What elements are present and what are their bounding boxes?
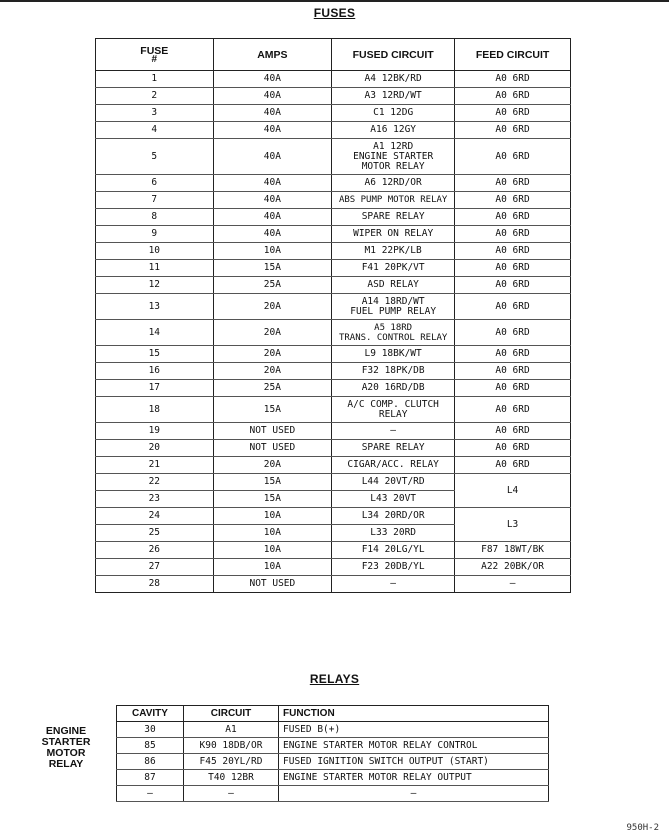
circuit-header: CIRCUIT [184, 706, 279, 722]
fuse-row [96, 294, 571, 320]
fuse-feed: A0 6RD [455, 88, 571, 105]
fuse-number: 10 [96, 243, 214, 260]
fuse-row [96, 277, 571, 294]
fuse-amps: 25A [213, 277, 332, 294]
fuse-feed: — [455, 576, 571, 593]
relay-function: — [279, 786, 549, 802]
page-reference: 950H-2 [626, 823, 659, 833]
relay-function: ENGINE STARTER MOTOR RELAY CONTROL [279, 738, 549, 754]
fuse-row [96, 559, 571, 576]
fuse-circuit-text: A5 18RD TRANS. CONTROL RELAY [338, 322, 448, 343]
fuse-feed: A0 6RD [455, 209, 571, 226]
fuse-row [96, 209, 571, 226]
fuse-number: 28 [96, 576, 214, 593]
relay-cavity: 87 [117, 770, 184, 786]
fuse-feed: A0 6RD [455, 105, 571, 122]
fuse-header-label: FUSE [140, 44, 169, 57]
fuse-circuit: A6 12RD/OR [332, 175, 455, 192]
relay-cavity: — [117, 786, 184, 802]
fuse-circuit [332, 397, 455, 423]
fuse-number: 25 [96, 525, 214, 542]
fuse-feed: A0 6RD [455, 192, 571, 209]
fuse-row [96, 260, 571, 277]
fuse-number: 17 [96, 380, 214, 397]
fuse-circuit: A20 16RD/DB [332, 380, 455, 397]
fuse-amps: 15A [213, 260, 332, 277]
fuse-row [96, 105, 571, 122]
relay-circuit: — [184, 786, 279, 802]
fuse-feed: A0 6RD [455, 380, 571, 397]
fuse-row [96, 363, 571, 380]
fuse-row [96, 346, 571, 363]
fuse-amps: 10A [213, 508, 332, 525]
fuse-amps: 40A [213, 88, 332, 105]
fuse-feed: A0 6RD [455, 139, 571, 175]
fuse-feed: A0 6RD [455, 71, 571, 88]
fuse-number: 4 [96, 122, 214, 139]
fuse-row [96, 380, 571, 397]
fuse-circuit: WIPER ON RELAY [332, 226, 455, 243]
fuse-feed: L3 [455, 508, 571, 542]
fuse-feed: A0 6RD [455, 175, 571, 192]
fuse-number: 7 [96, 192, 214, 209]
fuse-number: 5 [96, 139, 214, 175]
fuse-amps: 10A [213, 525, 332, 542]
relay-function: ENGINE STARTER MOTOR RELAY OUTPUT [279, 770, 549, 786]
fuse-amps: 15A [213, 474, 332, 491]
fuse-amps: 25A [213, 380, 332, 397]
fuse-amps: 40A [213, 139, 332, 175]
feed-circuit-header: FEED CIRCUIT [455, 39, 571, 71]
relay-row [117, 754, 549, 770]
fuse-amps: 15A [213, 397, 332, 423]
fuse-amps: 40A [213, 122, 332, 139]
fuse-feed: A0 6RD [455, 346, 571, 363]
fuse-circuit: M1 22PK/LB [332, 243, 455, 260]
fuse-amps: 20A [213, 363, 332, 380]
fuse-feed: A0 6RD [455, 423, 571, 440]
fuse-feed: A0 6RD [455, 243, 571, 260]
fuse-row [96, 474, 571, 491]
relay-cavity: 86 [117, 754, 184, 770]
fuse-circuit: ABS PUMP MOTOR RELAY [332, 192, 455, 209]
fuse-number: 9 [96, 226, 214, 243]
fuse-circuit: ASD RELAY [332, 277, 455, 294]
fuse-row [96, 226, 571, 243]
fuse-circuit [332, 320, 455, 346]
fuse-number: 2 [96, 88, 214, 105]
fuse-feed: A0 6RD [455, 226, 571, 243]
fuse-row [96, 71, 571, 88]
function-header: FUNCTION [279, 706, 549, 722]
relay-row [117, 786, 549, 802]
fuse-circuit: A4 12BK/RD [332, 71, 455, 88]
fuse-circuit: L43 20VT [332, 491, 455, 508]
fuse-feed: A0 6RD [455, 260, 571, 277]
fuse-number: 18 [96, 397, 214, 423]
fuse-number: 22 [96, 474, 214, 491]
fuse-number: 1 [96, 71, 214, 88]
fuse-number: 14 [96, 320, 214, 346]
fuse-amps: 40A [213, 71, 332, 88]
amps-header: AMPS [213, 39, 332, 71]
fuse-feed: A22 20BK/OR [455, 559, 571, 576]
fuse-number: 15 [96, 346, 214, 363]
fuse-feed: F87 18WT/BK [455, 542, 571, 559]
fuse-number: 6 [96, 175, 214, 192]
fuse-feed: A0 6RD [455, 457, 571, 474]
fuse-circuit: CIGAR/ACC. RELAY [332, 457, 455, 474]
fuse-amps: 15A [213, 491, 332, 508]
fuse-amps: NOT USED [213, 423, 332, 440]
fuse-row [96, 139, 571, 175]
fuse-row [96, 192, 571, 209]
fuse-circuit: L34 20RD/OR [332, 508, 455, 525]
fuse-circuit: — [332, 423, 455, 440]
fuse-row [96, 508, 571, 525]
fuse-circuit: C1 12DG [332, 105, 455, 122]
fuse-circuit-text: A/C COMP. CLUTCH RELAY [347, 398, 439, 420]
fuse-header [96, 39, 214, 71]
fuse-number: 13 [96, 294, 214, 320]
fuse-number-symbol: # [151, 53, 158, 65]
relay-circuit: F45 20YL/RD [184, 754, 279, 770]
fuse-amps: NOT USED [213, 576, 332, 593]
fuse-circuit: L33 20RD [332, 525, 455, 542]
fuse-amps: 10A [213, 559, 332, 576]
fuse-row [96, 397, 571, 423]
fuse-number: 11 [96, 260, 214, 277]
fuse-circuit [332, 294, 455, 320]
relay-side-label: ENGINE STARTER MOTOR RELAY [41, 725, 91, 770]
fuse-feed: L4 [455, 474, 571, 508]
fuse-circuit: F14 20LG/YL [332, 542, 455, 559]
fuse-row [96, 175, 571, 192]
fuse-amps: 40A [213, 192, 332, 209]
fuse-number: 27 [96, 559, 214, 576]
relay-row [117, 722, 549, 738]
relay-cavity: 30 [117, 722, 184, 738]
fuse-circuit: F41 20PK/VT [332, 260, 455, 277]
fuse-amps: 40A [213, 105, 332, 122]
fuse-amps: 10A [213, 243, 332, 260]
fuse-circuit: L44 20VT/RD [332, 474, 455, 491]
relay-function: FUSED IGNITION SWITCH OUTPUT (START) [279, 754, 549, 770]
fuse-number: 21 [96, 457, 214, 474]
relay-circuit: K90 18DB/OR [184, 738, 279, 754]
fuse-feed: A0 6RD [455, 397, 571, 423]
fuse-feed: A0 6RD [455, 363, 571, 380]
fuse-number: 12 [96, 277, 214, 294]
fuse-amps: 40A [213, 175, 332, 192]
fuse-feed: A0 6RD [455, 440, 571, 457]
fuse-number: 3 [96, 105, 214, 122]
fuse-row [96, 440, 571, 457]
fuse-amps: 40A [213, 226, 332, 243]
fuse-amps: 20A [213, 294, 332, 320]
fuse-row [96, 88, 571, 105]
fuse-feed: A0 6RD [455, 294, 571, 320]
fuse-table [95, 38, 571, 593]
fuse-number: 8 [96, 209, 214, 226]
fuse-number: 24 [96, 508, 214, 525]
fuses-title: FUSES [313, 6, 356, 20]
fuse-number: 23 [96, 491, 214, 508]
relay-circuit: A1 [184, 722, 279, 738]
fuse-amps: 20A [213, 320, 332, 346]
fuse-feed: A0 6RD [455, 320, 571, 346]
fuse-amps: 10A [213, 542, 332, 559]
relay-cavity: 85 [117, 738, 184, 754]
fused-circuit-header: FUSED CIRCUIT [332, 39, 455, 71]
fuse-number: 26 [96, 542, 214, 559]
fuse-row [96, 243, 571, 260]
fuse-row [96, 457, 571, 474]
relay-row [117, 770, 549, 786]
fuse-number: 16 [96, 363, 214, 380]
relay-circuit: T40 12BR [184, 770, 279, 786]
fuse-circuit: L9 18BK/WT [332, 346, 455, 363]
top-rule [0, 0, 669, 2]
fuse-row [96, 576, 571, 593]
fuse-circuit: A3 12RD/WT [332, 88, 455, 105]
fuse-circuit-text: A1 12RD ENGINE STARTER MOTOR RELAY [353, 140, 434, 172]
fuse-amps: 20A [213, 346, 332, 363]
fuse-amps: 20A [213, 457, 332, 474]
relay-table [116, 705, 549, 802]
fuse-circuit: — [332, 576, 455, 593]
relay-row [117, 738, 549, 754]
fuse-number: 19 [96, 423, 214, 440]
fuse-circuit: SPARE RELAY [332, 209, 455, 226]
fuse-amps: NOT USED [213, 440, 332, 457]
fuse-circuit: SPARE RELAY [332, 440, 455, 457]
relay-function: FUSED B(+) [279, 722, 549, 738]
relays-title: RELAYS [309, 672, 360, 686]
fuse-row [96, 320, 571, 346]
fuse-row [96, 122, 571, 139]
fuse-feed: A0 6RD [455, 277, 571, 294]
fuse-circuit: F23 20DB/YL [332, 559, 455, 576]
cavity-header: CAVITY [117, 706, 184, 722]
fuse-row [96, 423, 571, 440]
fuse-number: 20 [96, 440, 214, 457]
fuse-amps: 40A [213, 209, 332, 226]
fuse-circuit: F32 18PK/DB [332, 363, 455, 380]
fuse-circuit [332, 139, 455, 175]
fuse-feed: A0 6RD [455, 122, 571, 139]
fuse-circuit-text: A14 18RD/WT FUEL PUMP RELAY [350, 295, 437, 317]
fuse-circuit: A16 12GY [332, 122, 455, 139]
fuse-row [96, 542, 571, 559]
